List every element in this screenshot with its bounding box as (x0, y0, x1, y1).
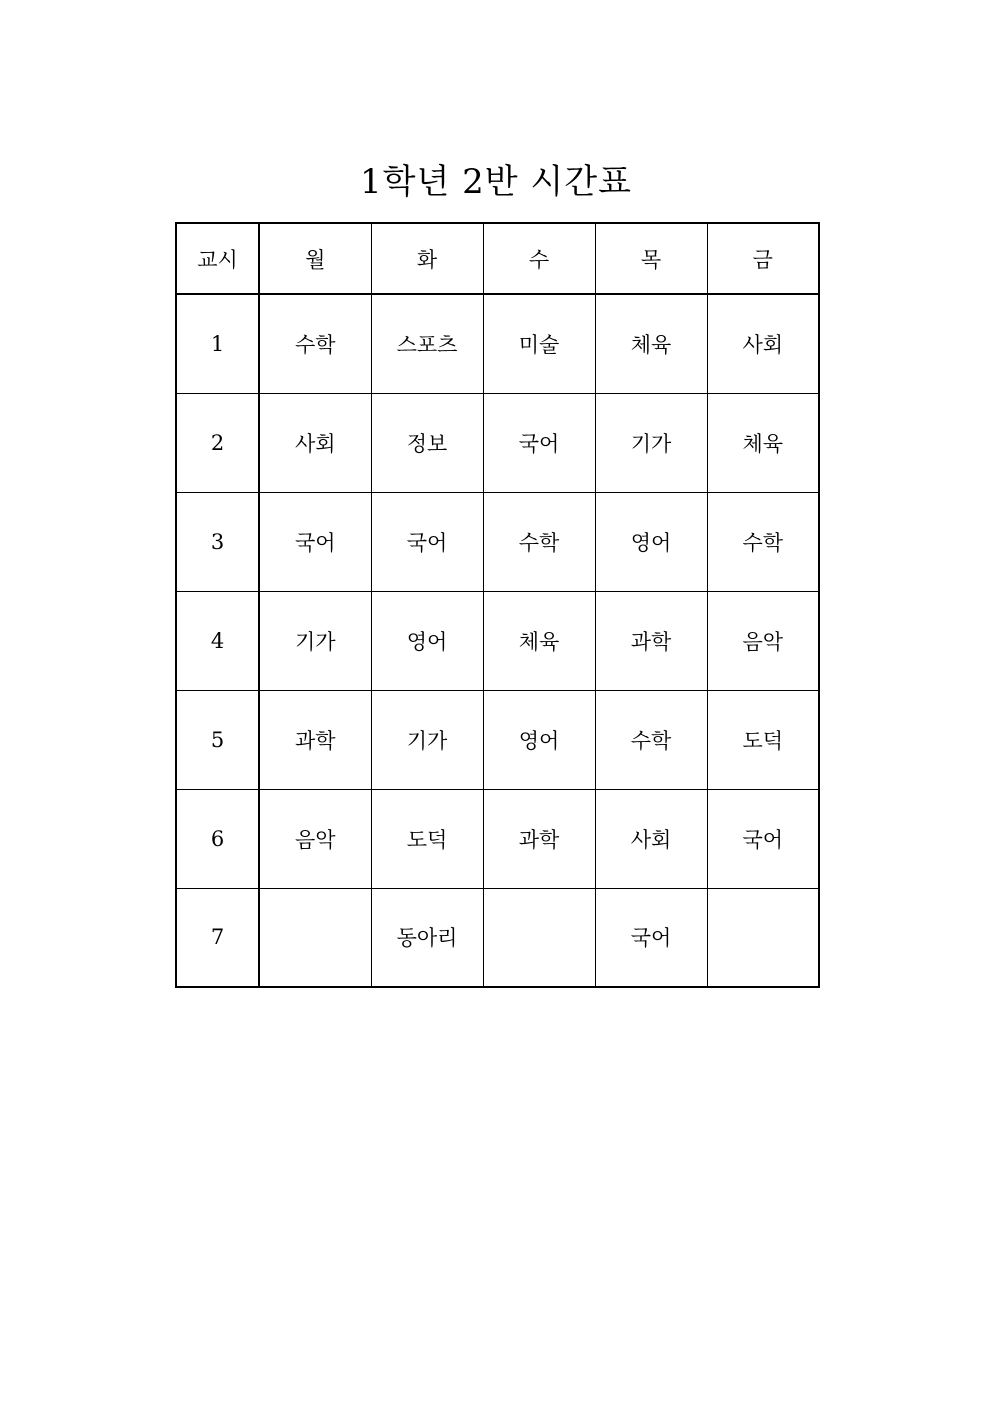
day-header-mon: 월 (259, 223, 371, 294)
table-row (176, 888, 819, 987)
subject-cell: 체육 (483, 591, 595, 690)
subject-cell: 음악 (259, 789, 371, 888)
subject-cell: 기가 (259, 591, 371, 690)
period-number: 4 (176, 591, 259, 690)
subject-cell: 수학 (595, 690, 707, 789)
subject-cell: 영어 (371, 591, 483, 690)
subject-cell: 스포츠 (371, 294, 483, 393)
period-column-header: 교시 (176, 223, 259, 294)
day-header-wed: 수 (483, 223, 595, 294)
table-row (176, 591, 819, 690)
period-number: 3 (176, 492, 259, 591)
subject-cell: 수학 (707, 492, 819, 591)
subject-cell: 도덕 (707, 690, 819, 789)
subject-cell: 정보 (371, 393, 483, 492)
subject-cell: 사회 (259, 393, 371, 492)
subject-cell: 기가 (595, 393, 707, 492)
subject-cell: 미술 (483, 294, 595, 393)
subject-cell: 영어 (483, 690, 595, 789)
subject-cell: 국어 (707, 789, 819, 888)
subject-cell: 국어 (371, 492, 483, 591)
subject-cell: 과학 (259, 690, 371, 789)
subject-cell: 체육 (595, 294, 707, 393)
subject-cell: 영어 (595, 492, 707, 591)
day-header-tue: 화 (371, 223, 483, 294)
subject-cell (259, 888, 371, 987)
subject-cell: 동아리 (371, 888, 483, 987)
page-title: 1학년 2반 시간표 (360, 162, 632, 202)
day-header-fri: 금 (707, 223, 819, 294)
period-number: 1 (176, 294, 259, 393)
subject-cell: 수학 (483, 492, 595, 591)
subject-cell: 사회 (707, 294, 819, 393)
timetable (175, 222, 820, 988)
subject-cell: 국어 (483, 393, 595, 492)
subject-cell: 체육 (707, 393, 819, 492)
subject-cell: 국어 (595, 888, 707, 987)
table-row (176, 492, 819, 591)
subject-cell (707, 888, 819, 987)
subject-cell: 수학 (259, 294, 371, 393)
subject-cell: 도덕 (371, 789, 483, 888)
subject-cell: 사회 (595, 789, 707, 888)
table-row (176, 690, 819, 789)
subject-cell: 과학 (595, 591, 707, 690)
period-number: 5 (176, 690, 259, 789)
table-row (176, 294, 819, 393)
table-row (176, 393, 819, 492)
header-row (176, 223, 819, 294)
table-row (176, 789, 819, 888)
day-header-thu: 목 (595, 223, 707, 294)
subject-cell: 음악 (707, 591, 819, 690)
period-number: 2 (176, 393, 259, 492)
period-number: 7 (176, 888, 259, 987)
subject-cell: 국어 (259, 492, 371, 591)
subject-cell: 과학 (483, 789, 595, 888)
subject-cell (483, 888, 595, 987)
period-number: 6 (176, 789, 259, 888)
subject-cell: 기가 (371, 690, 483, 789)
